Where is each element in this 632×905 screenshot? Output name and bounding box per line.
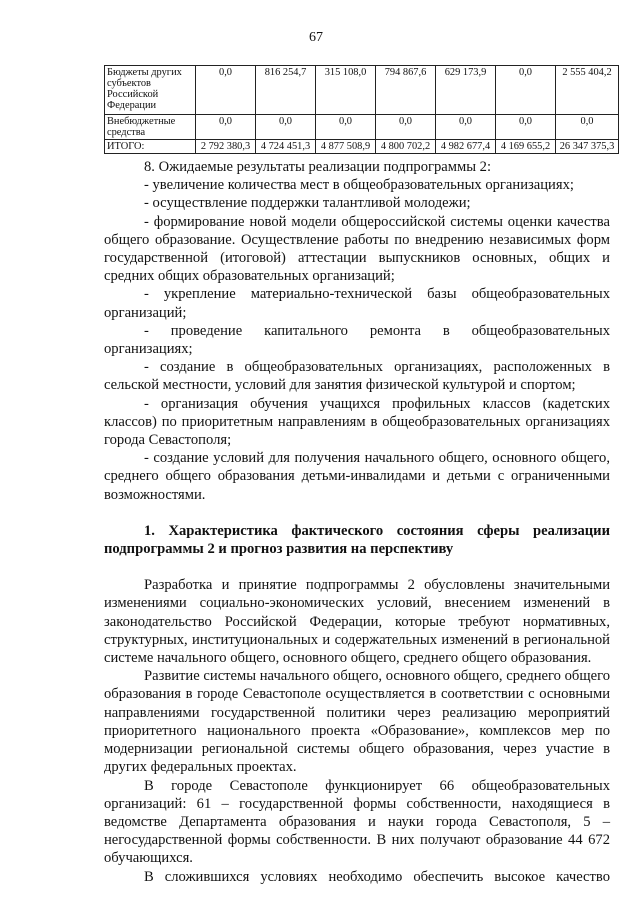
document-body bbox=[104, 158, 610, 886]
table-cell: 0,0 bbox=[196, 66, 256, 115]
section8-heading: 8. Ожидаемые результаты реализации подпрограммы 2: bbox=[144, 159, 492, 175]
table-cell: 2 792 380,3 bbox=[196, 140, 256, 154]
list-item: - проведение капитального ремонта в общеобразовательных организациях; bbox=[104, 322, 610, 358]
table-row bbox=[105, 140, 619, 154]
table-cell: 2 555 404,2 bbox=[556, 66, 619, 115]
table-cell: 4 724 451,3 bbox=[256, 140, 316, 154]
table-row bbox=[105, 66, 619, 115]
section1-heading: 1. Характеристика фактического состояния сферы реализации подпрограммы 2 и прогноз развития на перспективу bbox=[104, 522, 610, 558]
table-cell: 0,0 bbox=[496, 115, 556, 140]
row-label: Бюджеты других субъектов Российской Федерации bbox=[105, 66, 196, 115]
table-cell: 4 982 677,4 bbox=[436, 140, 496, 154]
table-cell: 0,0 bbox=[436, 115, 496, 140]
table-cell: 0,0 bbox=[196, 115, 256, 140]
table-row bbox=[105, 115, 619, 140]
list-item: - создание условий для получения начального общего, основного общего, среднего общего образования детьми-инвалидами и детьми с ограниченными возможностями. bbox=[104, 450, 610, 503]
table-cell: 794 867,6 bbox=[376, 66, 436, 115]
table-cell: 4 169 655,2 bbox=[496, 140, 556, 154]
row-label: ИТОГО: bbox=[105, 140, 196, 154]
list-item: - организация обучения учащихся профильных классов (кадетских классов) по приоритетным направлениям в общеобразовательных организациях города Севастополя; bbox=[104, 395, 610, 449]
paragraph: Развитие системы начального общего, основного общего, среднего общего образования в городе Севастополе осуществляется в соответствии с основными направлениями государственной политики через реализацию мероприятий приоритетного национального проекта «Образование», комплексов мер по модернизации региональной системы общего образования, через участие в других федеральных проектах. bbox=[104, 668, 610, 776]
budget-table bbox=[104, 65, 619, 154]
table-cell: 315 108,0 bbox=[316, 66, 376, 115]
table-cell: 816 254,7 bbox=[256, 66, 316, 115]
list-item: - укрепление материально-технической базы общеобразовательных организаций; bbox=[104, 286, 610, 321]
row-label: Внебюджетные средства bbox=[105, 115, 196, 140]
list-item: - осуществление поддержки талантливой молодежи; bbox=[144, 195, 471, 212]
table-cell: 4 877 508,9 bbox=[316, 140, 376, 154]
page-number: 67 bbox=[309, 30, 323, 45]
list-item: - создание в общеобразовательных организациях, расположенных в сельской местности, условий для занятия физической культурой и спортом; bbox=[104, 359, 610, 394]
list-item: - увеличение количества мест в общеобразовательных организациях; bbox=[144, 177, 574, 194]
table-cell: 0,0 bbox=[376, 115, 436, 140]
paragraph: Разработка и принятие подпрограммы 2 обусловлены значительными изменениями социально-экономических условий, внесением изменений в законодательство Российской Федерации, которые требуют нормативных, структурных, институциональных и содержательных изменений в региональной системе начального общего, основного общего, среднего общего образования. bbox=[104, 577, 610, 667]
paragraph: В городе Севастополе функционирует 66 общеобразовательных организаций: 61 – государственной формы собственности, находящиеся в ведомстве Департамента образования и науки города Севастополя, 5 – негосударственной формы собственности. В них получают образование 44 672 обучающихся. bbox=[104, 777, 610, 867]
table-cell: 629 173,9 bbox=[436, 66, 496, 115]
list-item: - формирование новой модели общероссийской системы оценки качества общего образование. Осуществление работы по внедрению независимых форм государственной (итоговой) аттестации выпускников основных, общих и средних общих образовательных организаций; bbox=[104, 213, 610, 285]
table-cell: 0,0 bbox=[496, 66, 556, 115]
table-cell: 0,0 bbox=[256, 115, 316, 140]
paragraph: В сложившихся условиях необходимо обеспечить высокое качество bbox=[144, 868, 610, 885]
table-cell: 26 347 375,3 bbox=[556, 140, 619, 154]
table-cell: 4 800 702,2 bbox=[376, 140, 436, 154]
table-cell: 0,0 bbox=[316, 115, 376, 140]
table-cell: 0,0 bbox=[556, 115, 619, 140]
